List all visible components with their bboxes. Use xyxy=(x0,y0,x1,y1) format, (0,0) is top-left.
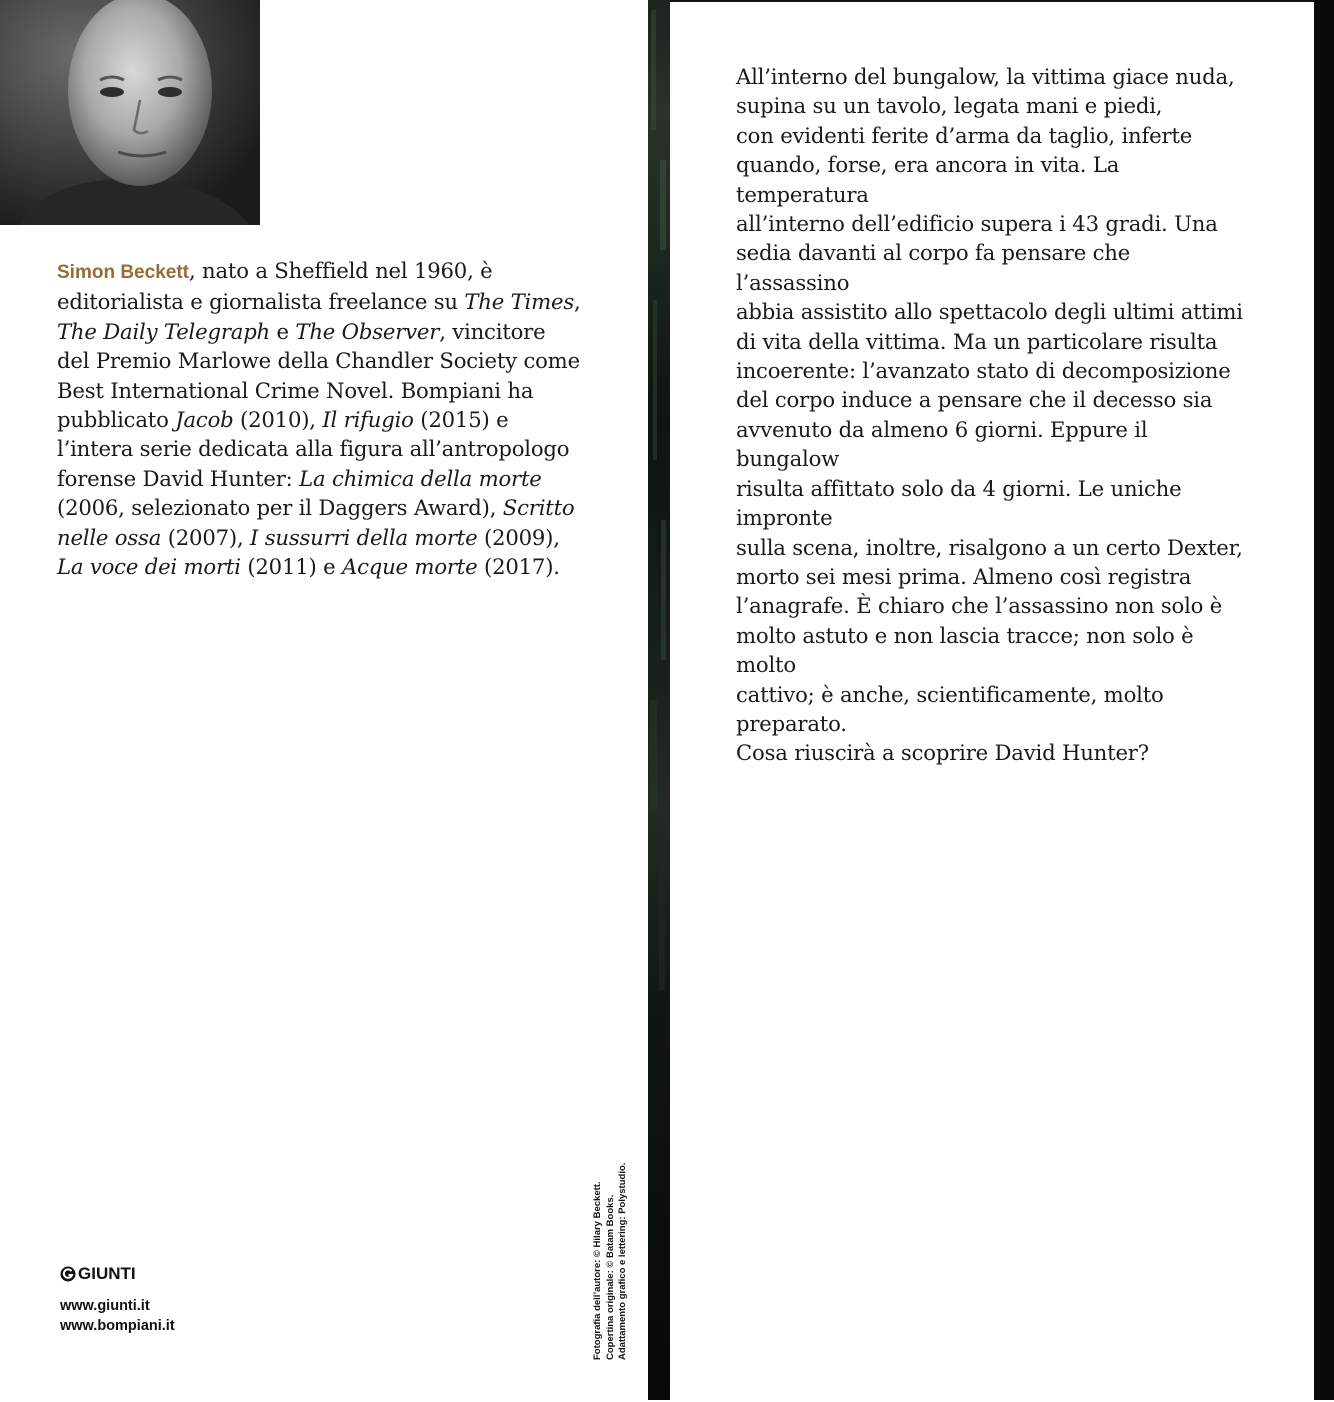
website-link-bompiani[interactable]: www.bompiani.it xyxy=(60,1318,175,1334)
giunti-logo xyxy=(60,1264,136,1284)
image-credits xyxy=(592,1150,632,1360)
book-title: La voce dei morti xyxy=(57,554,241,580)
book-title: Il rifugio xyxy=(322,407,414,433)
author-portrait-image xyxy=(0,0,260,225)
bio-text: (2015) e l’intera serie dedicata alla figura all’antropologo forense David Hunter: xyxy=(57,407,570,491)
bio-text: (2006, selezionato per il Daggers Award), xyxy=(57,495,503,521)
author-name: Simon Beckett xyxy=(57,262,189,283)
back-flap xyxy=(0,0,648,1400)
bio-text: (2017). xyxy=(477,554,560,580)
bio-text: , xyxy=(574,289,581,315)
book-title: Acque morte xyxy=(341,554,478,580)
bio-text: (2007), xyxy=(161,524,251,550)
cover-edge-strip xyxy=(648,0,670,1400)
bio-text: , vincitore del Premio Marlowe della Chandler Society come Best International Crime Novel. Bompiani ha pubblicato xyxy=(57,318,580,433)
book-title: I sussurri della morte xyxy=(250,524,478,550)
bio-text: , nato a Sheffield nel 1960, è editorialista e giornalista freelance su xyxy=(57,258,493,315)
giunti-g-icon xyxy=(60,1266,76,1282)
cover-texture xyxy=(648,0,670,1400)
synopsis-text: All’interno del bungalow, la vittima giace nuda, supina su un tavolo, legata mani e piedi, con evidenti ferite d’arma da taglio, inferte quando, forse, era ancora in vita. La temperatura all’interno dell’edificio supera i 43 gradi. Una sedia davanti al corpo fa pensare che l’assassino abbia assistito allo spettacolo degli ultimi attimi di vita della vittima. Ma un particolare risulta incoerente: l’avanzato stato di decomposizione del corpo induce a pensare che il decesso sia avvenuto da almeno 6 giorni. Eppure il bungalow risulta affittato solo da 4 giorni. Le uniche impronte sulla scena, inoltre, risalgono a un certo Dexter, morto sei mesi prima. Almeno così registra l’anagrafe. È chiaro che l’assassino non solo è molto astuto e non lascia tracce; non solo è molto cattivo; è anche, scientificamente, molto preparato. Cosa riuscirà a scoprire David Hunter? xyxy=(736,64,1243,766)
book-title: Scritto nelle ossa xyxy=(57,495,575,550)
cover-right-edge xyxy=(1314,0,1334,1400)
credit-line: Adattamento grafico e lettering: Polystudio. xyxy=(617,1162,628,1360)
website-link-giunti[interactable]: www.giunti.it xyxy=(60,1298,150,1314)
author-photo xyxy=(0,0,260,225)
bio-text: e xyxy=(270,318,296,344)
credit-line: Copertina originale: © Batam Books. xyxy=(604,1194,616,1360)
newspaper-title: The Times xyxy=(464,289,575,315)
publisher-websites xyxy=(60,1296,175,1336)
newspaper-title: The Daily Telegraph xyxy=(57,318,270,344)
publisher-logo-text: GIUNTI xyxy=(78,1264,136,1283)
bio-text: (2010), xyxy=(233,407,323,433)
bio-text: (2011) e xyxy=(240,554,342,580)
credit-line: Fotografia dell’autore: © Hilary Beckett. xyxy=(592,1181,603,1360)
book-title: La chimica della morte xyxy=(299,465,542,491)
newspaper-title: The Observer xyxy=(295,318,440,344)
book-title: Jacob xyxy=(175,407,234,433)
bio-text: (2009), xyxy=(477,524,560,550)
author-bio xyxy=(57,256,582,581)
